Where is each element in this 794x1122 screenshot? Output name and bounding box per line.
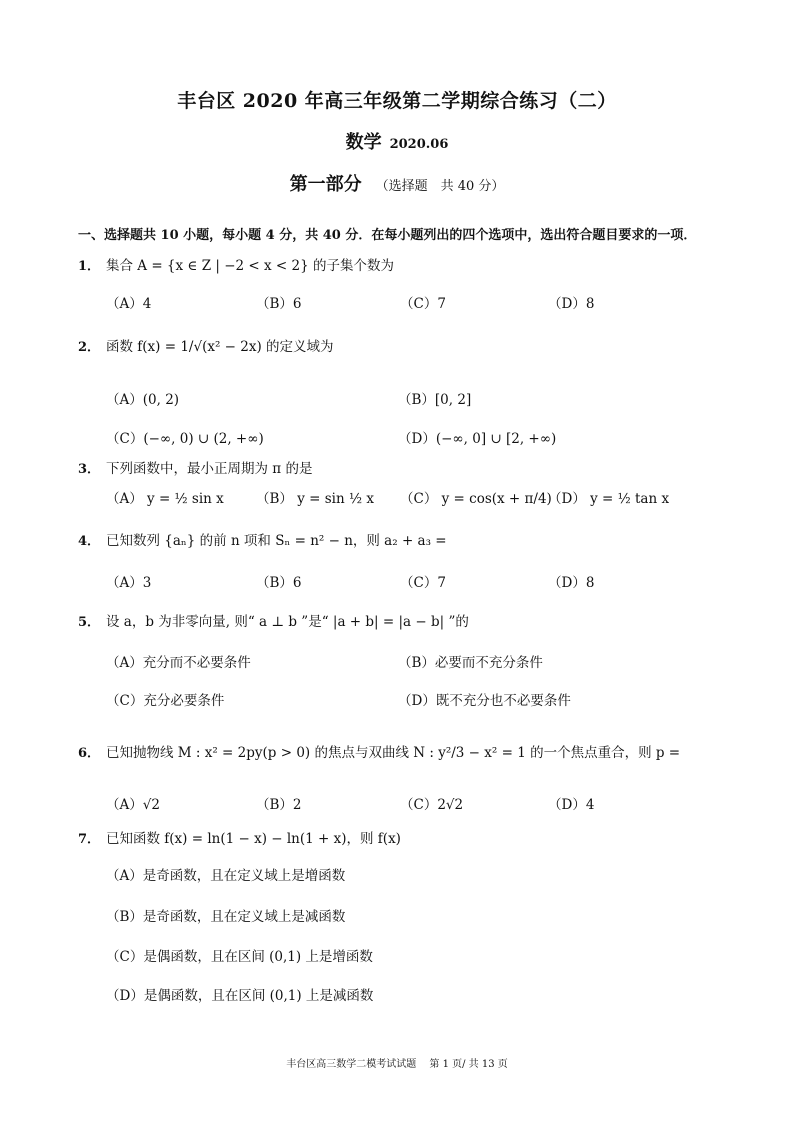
exam-title: 丰台区 2020 年高三年级第二学期综合练习（二） xyxy=(177,90,617,112)
part-title: 第一部分 xyxy=(289,174,362,195)
option-b: （B）6 xyxy=(256,575,302,591)
question-number: 2． xyxy=(78,340,101,355)
option-c: （C）2√2 xyxy=(400,797,464,813)
option-b: （B）2 xyxy=(256,797,302,813)
subject-line xyxy=(0,128,794,154)
subject-name: 数学 xyxy=(345,132,382,153)
page-footer: 丰台区高三数学二模考试试题 第 1 页/ 共 13 页 xyxy=(286,1059,508,1070)
option-c: （C）7 xyxy=(400,575,446,591)
question-text: 已知数列 {aₙ} 的前 n 项和 Sₙ = n² − n，则 a₂ + a₃ = xyxy=(106,533,447,549)
question-number: 6． xyxy=(78,746,101,761)
option-d: （D）(−∞, 0] ∪ [2, +∞) xyxy=(398,431,557,447)
option-a: （A）√2 xyxy=(106,797,160,813)
question-number: 3． xyxy=(78,462,101,477)
option-c: （C）(−∞, 0) ∪ (2, +∞) xyxy=(106,431,264,447)
question-text: 下列函数中，最小正周期为 π 的是 xyxy=(106,461,313,477)
part-note: （选择题 共 40 分） xyxy=(375,179,505,194)
question-number: 4． xyxy=(78,534,101,549)
section-instruction: 一、选择题共 10 小题，每小题 4 分，共 40 分．在每小题列出的四个选项中，选出符合题目要求的一项． xyxy=(78,228,697,243)
option-d: （D）8 xyxy=(548,575,595,591)
question-text: 已知抛物线 M : x² = 2py(p > 0) 的焦点与双曲线 N : y²/3 − x² = 1 的一个焦点重合，则 p = xyxy=(106,745,681,761)
option-d: （D） y = ½ tan x xyxy=(548,491,670,507)
question-text: 已知函数 f(x) = ln(1 − x) − ln(1 + x)，则 f(x) xyxy=(106,831,401,847)
option-b: （B）必要而不充分条件 xyxy=(398,655,543,671)
question-text: 设 a，b 为非零向量, 则“ a ⊥ b ”是“ |a + b| = |a − b| ”的 xyxy=(106,614,469,630)
part-heading xyxy=(0,170,794,196)
option-c: （C）充分必要条件 xyxy=(106,693,225,709)
option-c: （C）7 xyxy=(400,296,446,312)
option-a: （A）(0, 2) xyxy=(106,392,180,408)
option-d: （D）4 xyxy=(548,797,595,813)
option-a: （A）4 xyxy=(106,296,152,312)
question-number: 5． xyxy=(78,615,101,630)
option-a: （A）充分而不必要条件 xyxy=(106,655,251,671)
option-b: （B） y = sin ½ x xyxy=(256,491,374,507)
option-a: （A）3 xyxy=(106,575,152,591)
question-text: 集合 A = {x ∈ Z | −2 < x < 2} 的子集个数为 xyxy=(106,258,394,274)
option-a: （A）是奇函数，且在定义域上是增函数 xyxy=(106,868,346,884)
option-b: （B）是奇函数，且在定义域上是减函数 xyxy=(106,909,346,925)
exam-date: 2020.06 xyxy=(389,137,449,152)
option-b: （B）6 xyxy=(256,296,302,312)
option-c: （C）是偶函数，且在区间 (0,1) 上是增函数 xyxy=(106,949,373,965)
option-b: （B）[0, 2] xyxy=(398,392,472,408)
option-d: （D）既不充分也不必要条件 xyxy=(398,693,571,709)
question-text: 函数 f(x) = 1/√(x² − 2x) 的定义域为 xyxy=(106,339,334,355)
question-number: 1． xyxy=(78,259,101,274)
option-c: （C） y = cos(x + π/4) xyxy=(400,491,552,507)
option-d: （D）是偶函数，且在区间 (0,1) 上是减函数 xyxy=(106,988,374,1004)
option-d: （D）8 xyxy=(548,296,595,312)
question-number: 7． xyxy=(78,832,101,847)
option-a: （A） y = ½ sin x xyxy=(106,491,224,507)
